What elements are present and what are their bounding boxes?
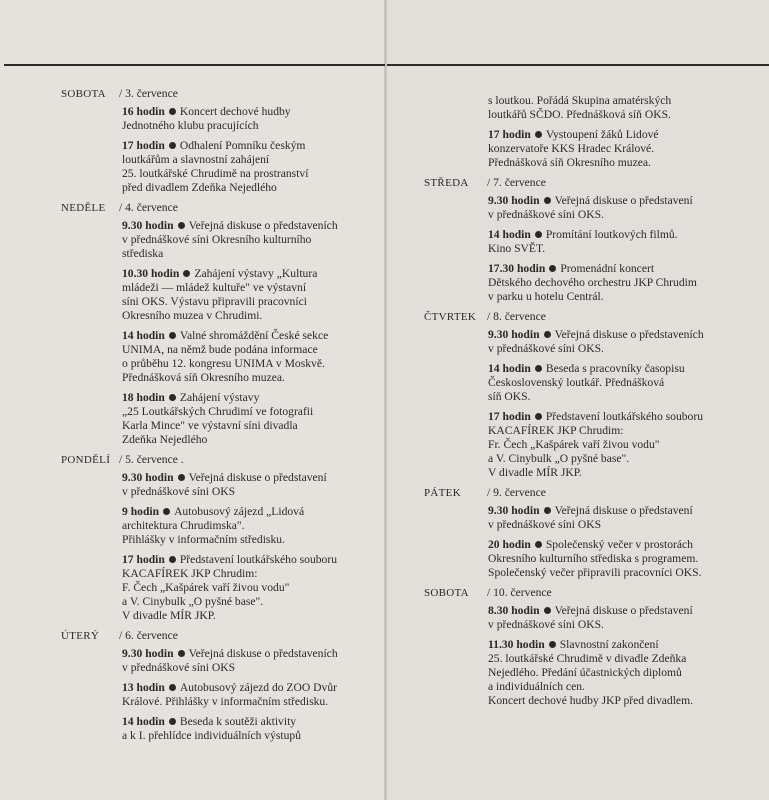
event-time: 14 hodin	[122, 329, 165, 342]
event	[387, 604, 769, 632]
event-line	[488, 452, 755, 466]
event-line	[488, 466, 755, 480]
event-text: Beseda k soutěži aktivity	[179, 715, 297, 728]
event-line	[122, 247, 367, 261]
event-text: Společenský večer připravili pracovníci OKS.	[488, 566, 702, 579]
bullet-icon	[535, 541, 542, 548]
event-text: F. Čech „Kašpárek vaří živou vodu"	[122, 581, 290, 594]
event-text: Představení loutkářského souboru	[545, 410, 703, 423]
event-text: Promenádní koncert	[560, 262, 655, 275]
event-line	[122, 485, 367, 499]
event-time: 9 hodin	[122, 505, 160, 518]
event-time: 13 hodin	[122, 681, 165, 694]
event-line	[488, 228, 755, 242]
event-time: 17 hodin	[488, 128, 531, 141]
bullet-icon	[169, 142, 176, 149]
bullet-icon	[535, 365, 542, 372]
event-text: Dětského dechového orchestru JKP Chrudim	[488, 276, 697, 289]
event-line	[488, 652, 755, 666]
bullet-icon	[178, 222, 185, 229]
event-text: Králové. Přihlášky v informačním středisku.	[122, 695, 329, 708]
event	[387, 228, 769, 256]
event	[387, 504, 769, 532]
event-line	[488, 410, 755, 424]
event-text: o průběhu 12. kongresu UNIMA v Moskvě.	[122, 357, 325, 370]
day-date: / 6. července	[119, 629, 178, 642]
event-text: loutkářům a slavnostní zahájení	[122, 153, 270, 166]
event-time: 9.30 hodin	[488, 328, 540, 341]
day-heading	[0, 201, 385, 215]
event	[0, 553, 385, 623]
event-text: architektura Chrudimska".	[122, 519, 245, 532]
event-text: střediska	[122, 247, 164, 260]
event-line	[488, 666, 755, 680]
event-text: 25. loutkářské Chrudimě v divadle Zdeňka	[488, 652, 687, 665]
event-line	[122, 267, 367, 281]
event-line	[488, 376, 755, 390]
day-section	[0, 87, 385, 195]
right-column	[387, 94, 769, 714]
event-time: 18 hodin	[122, 391, 165, 404]
event-text: v přednáškové síni OKS	[122, 485, 236, 498]
event	[387, 262, 769, 304]
event-text: Zdeňka Nejedlého	[122, 433, 208, 446]
day-heading	[387, 486, 769, 500]
event-line	[122, 405, 367, 419]
event-text: Promítání loutkových filmů.	[545, 228, 678, 241]
event-line	[122, 519, 367, 533]
event-line	[488, 276, 755, 290]
event-line	[122, 729, 367, 743]
event-text: Koncert dechové hudby JKP před divadlem.	[488, 694, 693, 707]
day-date: / 10. července	[487, 586, 552, 599]
event-text: síň OKS.	[488, 390, 531, 403]
day-heading	[387, 586, 769, 600]
event-line	[488, 618, 755, 632]
day-date: / 3. července	[119, 87, 178, 100]
event-line	[488, 128, 755, 142]
event-line	[488, 504, 755, 518]
event-line	[488, 604, 755, 618]
event-line	[122, 391, 367, 405]
event-time: 9.30 hodin	[122, 471, 174, 484]
event-line	[122, 233, 367, 247]
event-text: mládeži — mládež kultuře" ve výstavní	[122, 281, 307, 294]
event	[387, 410, 769, 480]
bullet-icon	[163, 508, 170, 515]
event-text: Veřejná diskuse o představení	[554, 194, 693, 207]
event-line	[122, 371, 367, 385]
event-line: s loutkou. Pořádá Skupina amatérských	[488, 94, 672, 107]
event-text: Autobusový zájezd do ZOO Dvůr	[179, 681, 337, 694]
event-line	[122, 647, 367, 661]
event-line	[488, 208, 755, 222]
day-date: / 8. července	[487, 310, 546, 323]
event-time: 16 hodin	[122, 105, 165, 118]
bullet-icon	[183, 270, 190, 277]
event-text: Veřejná diskuse o představeních	[554, 328, 704, 341]
event-text: KACAFÍREK JKP Chrudim:	[122, 567, 258, 580]
event-text: v přednáškové síni Okresního kulturního	[122, 233, 312, 246]
event-line	[488, 362, 755, 376]
event-line	[122, 181, 367, 195]
event-text: v přednáškové síni OKS.	[488, 342, 604, 355]
event-line	[122, 281, 367, 295]
event-text: Koncert dechové hudby	[179, 105, 291, 118]
event-line	[122, 343, 367, 357]
bullet-icon	[549, 641, 556, 648]
event-time: 14 hodin	[488, 228, 531, 241]
day-name: NEDĚLE	[61, 202, 106, 214]
bullet-icon	[544, 607, 551, 614]
event-text: Zahájení výstavy „Kultura	[194, 267, 318, 280]
event-text: Veřejná diskuse o představeních	[188, 647, 338, 660]
event-text: Odhalení Pomníku českým	[179, 139, 306, 152]
event-line	[488, 518, 755, 532]
event-line	[122, 533, 367, 547]
event-line	[488, 142, 755, 156]
bullet-icon	[549, 265, 556, 272]
day-date: / 4. července	[119, 201, 178, 214]
event-text: Veřejná diskuse o představení	[554, 504, 693, 517]
event-time: 17 hodin	[488, 410, 531, 423]
event	[0, 505, 385, 547]
event-time: 9.30 hodin	[488, 504, 540, 517]
bullet-icon	[535, 413, 542, 420]
event-line	[488, 156, 755, 170]
event	[0, 715, 385, 743]
event-line	[122, 419, 367, 433]
event-line	[488, 262, 755, 276]
event	[0, 267, 385, 323]
event-line	[122, 715, 367, 729]
event-text: Slavnostní zakončení	[559, 638, 659, 651]
day-section	[0, 629, 385, 743]
event	[0, 471, 385, 499]
event-text: Karla Mince" ve výstavní síni divadla	[122, 419, 298, 432]
event-line	[122, 167, 367, 181]
day-date: / 9. července	[487, 486, 546, 499]
bullet-icon	[169, 684, 176, 691]
event-text: V divadle MÍR JKP.	[122, 609, 216, 622]
event	[387, 638, 769, 708]
event-text: Veřejná diskuse o představení	[554, 604, 693, 617]
event-line	[488, 538, 755, 552]
day-name: PÁTEK	[424, 487, 461, 499]
event	[387, 362, 769, 404]
event-time: 9.30 hodin	[122, 647, 174, 660]
event	[0, 681, 385, 709]
event-line	[488, 194, 755, 208]
event-text: V divadle MÍR JKP.	[488, 466, 582, 479]
event-line	[122, 329, 367, 343]
day-name: STŘEDA	[424, 177, 469, 189]
event-text: 25. loutkářské Chrudimě na prostranství	[122, 167, 309, 180]
event-text: Veřejná diskuse o představení	[188, 471, 327, 484]
event	[0, 647, 385, 675]
event-text: Přihlášky v informačním středisku.	[122, 533, 285, 546]
bullet-icon	[535, 131, 542, 138]
event-text: Jednotného klubu pracujících	[122, 119, 259, 132]
event-line	[122, 609, 367, 623]
event-time: 11.30 hodin	[488, 638, 545, 651]
day-name: SOBOTA	[424, 587, 469, 599]
event-line	[488, 390, 755, 404]
event-time: 10.30 hodin	[122, 267, 180, 280]
event-line	[122, 219, 367, 233]
event-line	[488, 552, 755, 566]
event-time: 17 hodin	[122, 139, 165, 152]
bullet-icon	[178, 474, 185, 481]
event-line	[122, 309, 367, 323]
event-line	[122, 119, 367, 133]
event-line	[122, 139, 367, 153]
event-text: v přednáškové síni OKS.	[488, 208, 604, 221]
event-line	[122, 695, 367, 709]
day-heading	[0, 87, 385, 101]
event-line	[122, 471, 367, 485]
event-text: Okresního muzea v Chrudimi.	[122, 309, 263, 322]
day-heading	[387, 310, 769, 324]
day-section	[387, 586, 769, 708]
event-text: Okresního kulturního střediska s programem.	[488, 552, 699, 565]
bullet-icon	[169, 556, 176, 563]
event-line	[488, 242, 755, 256]
event-line	[122, 153, 367, 167]
day-section	[387, 486, 769, 580]
event-text: v přednáškové síni OKS.	[488, 618, 604, 631]
event-text: a individuálních cen.	[488, 680, 585, 693]
event	[0, 105, 385, 133]
event-line	[122, 595, 367, 609]
bullet-icon	[544, 197, 551, 204]
event-time: 14 hodin	[122, 715, 165, 728]
event-text: Autobusový zájezd „Lidová	[174, 505, 305, 518]
event-text: Přednášková síň Okresního muzea.	[488, 156, 651, 169]
event-text: Valné shromáždění České sekce	[179, 329, 329, 342]
continued-text	[387, 94, 769, 122]
event-time: 17.30 hodin	[488, 262, 546, 275]
event-text: v parku u hotelu Centrál.	[488, 290, 604, 303]
event-line	[122, 581, 367, 595]
day-heading	[387, 176, 769, 190]
event-line	[488, 566, 755, 580]
day-section	[0, 453, 385, 623]
event-text: a V. Cinybulk „O pyšné base".	[122, 595, 264, 608]
event-text: UNIMA, na němž bude podána informace	[122, 343, 318, 356]
event	[0, 219, 385, 261]
bullet-icon	[535, 231, 542, 238]
event-text: konzervatoře KKS Hradec Králové.	[488, 142, 655, 155]
event-line	[488, 694, 755, 708]
event-text: Přednášková síň Okresního muzea.	[122, 371, 285, 384]
event-text: v přednáškové síni OKS	[488, 518, 602, 531]
event-line	[122, 553, 367, 567]
event-line	[122, 105, 367, 119]
bullet-icon	[169, 332, 176, 339]
event-text: Veřejná diskuse o představeních	[188, 219, 338, 232]
day-date: / 7. července	[487, 176, 546, 189]
day-heading	[0, 629, 385, 643]
event-time: 9.30 hodin	[122, 219, 174, 232]
event-line	[488, 424, 755, 438]
event-text: Beseda s pracovníky časopisu	[545, 362, 685, 375]
event-line	[488, 680, 755, 694]
event-text: síni OKS. Výstavu připravili pracovníci	[122, 295, 307, 308]
right-column-wrap	[387, 0, 769, 800]
day-section	[387, 310, 769, 480]
event	[0, 329, 385, 385]
event-line	[122, 357, 367, 371]
event	[0, 139, 385, 195]
left-column	[0, 87, 385, 749]
event-text: „25 Loutkářských Chrudimí ve fotografii	[122, 405, 314, 418]
event-time: 8.30 hodin	[488, 604, 540, 617]
event-line	[122, 661, 367, 675]
event-line	[488, 342, 755, 356]
event-text: Nejedlého. Předání účastnických diplomů	[488, 666, 682, 679]
event-text: a V. Cinybulk „O pyšné base".	[488, 452, 630, 465]
event-text: Fr. Čech „Kašpárek vaří živou vodu"	[488, 438, 660, 451]
event-time: 20 hodin	[488, 538, 531, 551]
event-text: před divadlem Zdeňka Nejedlého	[122, 181, 277, 194]
event-line	[488, 638, 755, 652]
event-text: Vystoupení žáků Lidové	[545, 128, 659, 141]
event-time: 14 hodin	[488, 362, 531, 375]
event-text: a k I. přehlídce individuálních výstupů	[122, 729, 302, 742]
day-section	[0, 201, 385, 447]
bullet-icon	[178, 650, 185, 657]
event-time: 9.30 hodin	[488, 194, 540, 207]
bullet-icon	[169, 394, 176, 401]
event-line	[122, 681, 367, 695]
day-name: SOBOTA	[61, 88, 106, 100]
event-text: Kino SVĚT.	[488, 242, 546, 255]
event-line: loutkářů SČDO. Přednášková síň OKS.	[488, 108, 671, 121]
event-text: Zahájení výstavy	[179, 391, 260, 404]
day-name: PONDĚLÍ	[61, 454, 111, 466]
bullet-icon	[544, 507, 551, 514]
event-line	[488, 328, 755, 342]
event-text: Společenský večer v prostorách	[545, 538, 693, 551]
event-text: Československý loutkář. Přednášková	[488, 376, 665, 389]
event-line	[122, 505, 367, 519]
event	[387, 328, 769, 356]
day-name: ÚTERÝ	[61, 630, 100, 642]
day-name: ČTVRTEK	[424, 311, 477, 323]
bullet-icon	[544, 331, 551, 338]
event-line	[122, 433, 367, 447]
event-line	[488, 438, 755, 452]
day-heading	[0, 453, 385, 467]
event	[387, 194, 769, 222]
event-text: v přednáškové síni OKS	[122, 661, 236, 674]
event-text: Představení loutkářského souboru	[179, 553, 337, 566]
day-date: / 5. července .	[119, 453, 184, 466]
event-text: KACAFÍREK JKP Chrudim:	[488, 424, 624, 437]
event-time: 17 hodin	[122, 553, 165, 566]
event-line	[488, 290, 755, 304]
event-line	[122, 567, 367, 581]
event	[387, 128, 769, 170]
event	[387, 538, 769, 580]
event-line	[122, 295, 367, 309]
bullet-icon	[169, 108, 176, 115]
event	[0, 391, 385, 447]
bullet-icon	[169, 718, 176, 725]
day-section	[387, 176, 769, 304]
